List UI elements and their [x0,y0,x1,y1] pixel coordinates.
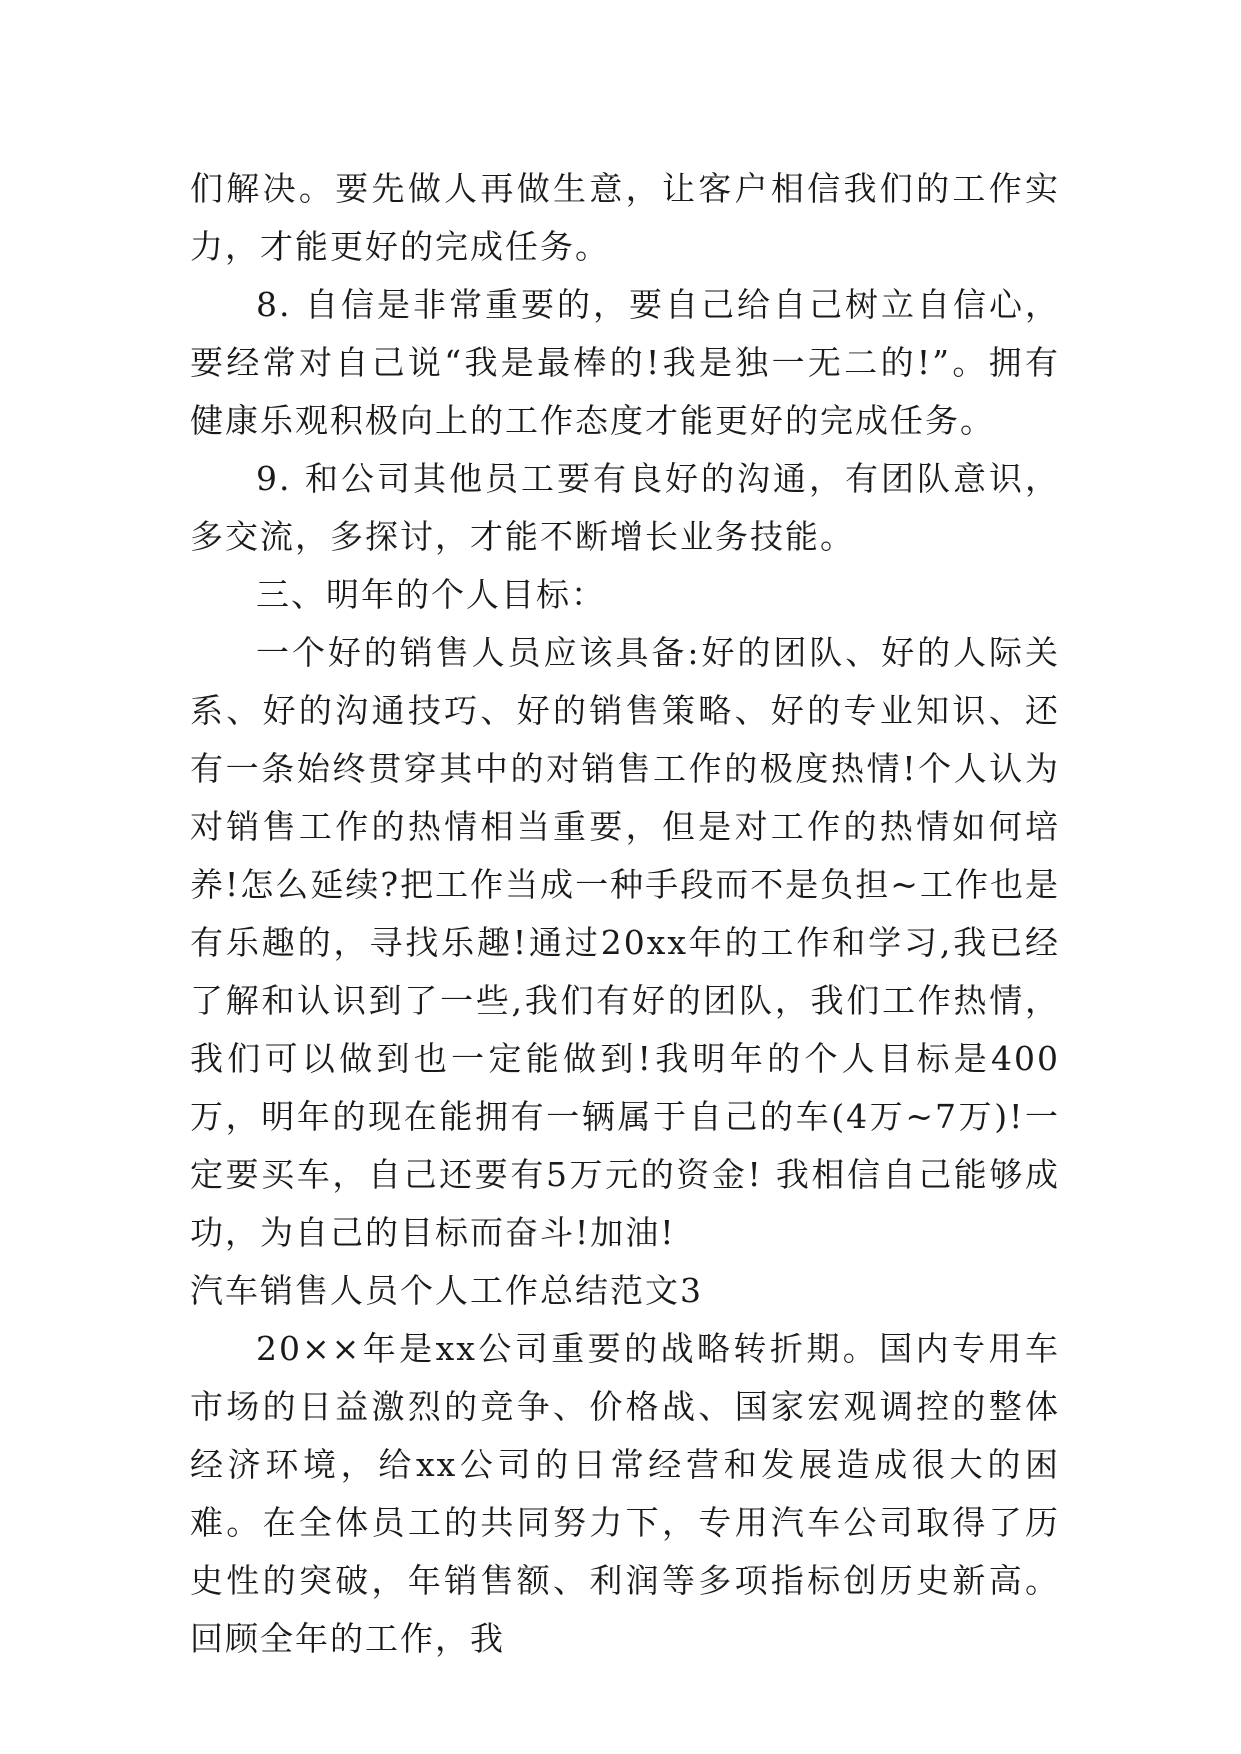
document-page [190,160,1060,1668]
paragraph-goals-body: 一个好的销售人员应该具备:好的团队、好的人际关系、好的沟通技巧、好的销售策略、好的专业知识、还有一条始终贯穿其中的对销售工作的极度热情!个人认为对销售工作的热情相当重要，但是对工作的热情如何培养!怎么延续?把工作当成一种手段而不是负担~工作也是有乐趣的，寻找乐趣!通过20xx年的工作和学习,我已经了解和认识到了一些,我们有好的团队，我们工作热情，我们可以做到也一定能做到!我明年的个人目标是400万，明年的现在能拥有一辆属于自己的车(4万~7万)!一定要买车，自己还要有5万元的资金! 我相信自己能够成功，为自己的目标而奋斗!加油! [190,633,1060,1252]
article-title: 汽车销售人员个人工作总结范文3 [190,1271,703,1310]
paragraph-item-9: 9. 和公司其他员工要有良好的沟通，有团队意识，多交流，多探讨，才能不断增长业务技能。 [190,459,1060,556]
section-heading-goals: 三、明年的个人目标： [256,575,606,614]
paragraph-continuation: 们解决。要先做人再做生意，让客户相信我们的工作实力，才能更好的完成任务。 [190,169,1060,266]
paragraph-item-8: 8. 自信是非常重要的，要自己给自己树立自信心，要经常对自己说“我是最棒的!我是独一无二的!”。拥有健康乐观积极向上的工作态度才能更好的完成任务。 [190,285,1060,440]
paragraph-article-intro: 20××年是xx公司重要的战略转折期。国内专用车市场的日益激烈的竞争、价格战、国家宏观调控的整体经济环境，给xx公司的日常经营和发展造成很大的困难。在全体员工的共同努力下，专用汽车公司取得了历史性的突破，年销售额、利润等多项指标创历史新高。回顾全年的工作，我 [190,1329,1060,1658]
